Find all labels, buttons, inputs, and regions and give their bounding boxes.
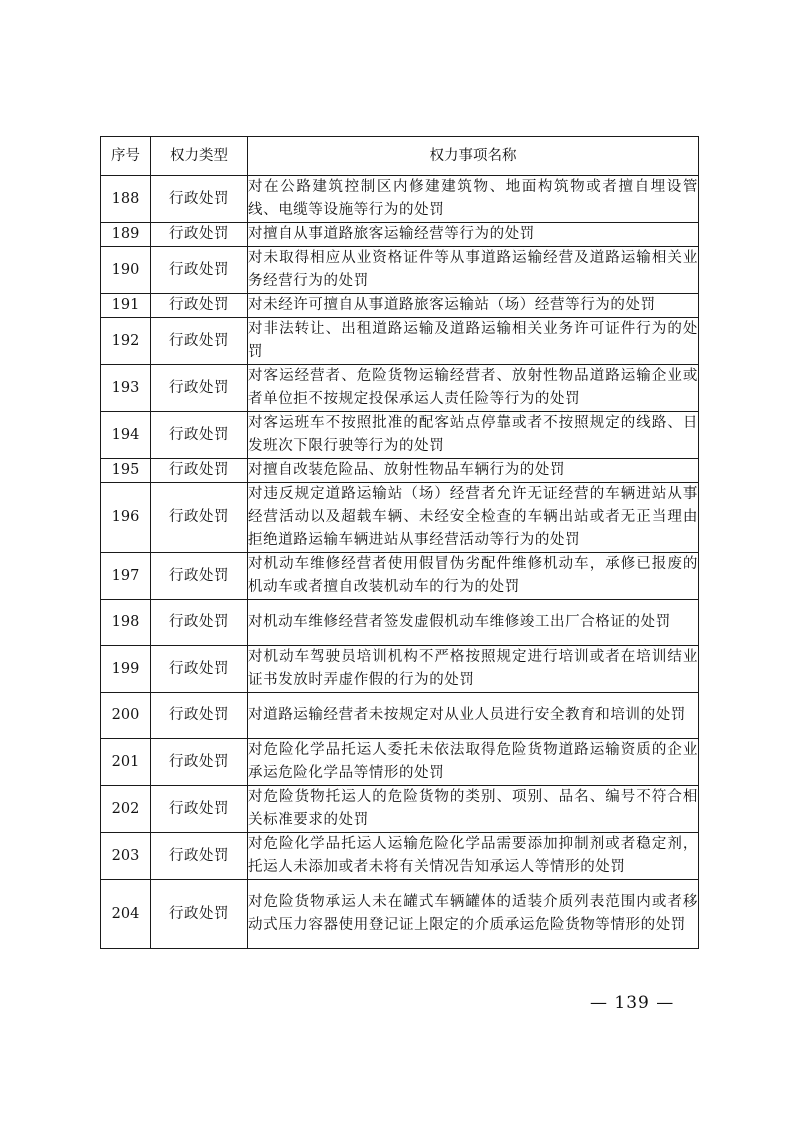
table-row <box>101 365 699 412</box>
row-serial-no: 201 <box>101 739 151 786</box>
table-row <box>101 176 699 223</box>
row-power-type: 行政处罚 <box>151 365 248 412</box>
row-serial-no: 191 <box>101 294 151 318</box>
row-power-type: 行政处罚 <box>151 786 248 833</box>
row-item-name: 对危险化学品托运人运输危险化学品需要添加抑制剂或者稳定剂，托运人未添加或者未将有关情况告知承运人等情形的处罚 <box>248 833 699 880</box>
row-serial-no: 193 <box>101 365 151 412</box>
row-power-type: 行政处罚 <box>151 739 248 786</box>
table-row <box>101 459 699 483</box>
page-number: — 139 — <box>590 993 675 1013</box>
row-serial-no: 199 <box>101 646 151 693</box>
row-item-name: 对擅自改装危险品、放射性物品车辆行为的处罚 <box>248 459 699 483</box>
row-serial-no: 194 <box>101 412 151 459</box>
row-power-type: 行政处罚 <box>151 294 248 318</box>
row-serial-no: 203 <box>101 833 151 880</box>
row-serial-no: 196 <box>101 483 151 553</box>
row-item-name: 对道路运输经营者未按规定对从业人员进行安全教育和培训的处罚 <box>248 693 699 739</box>
row-serial-no: 204 <box>101 880 151 949</box>
row-item-name: 对客运经营者、危险货物运输经营者、放射性物品道路运输企业或者单位拒不按规定投保承运人责任险等行为的处罚 <box>248 365 699 412</box>
row-power-type: 行政处罚 <box>151 459 248 483</box>
row-item-name: 对在公路建筑控制区内修建建筑物、地面构筑物或者擅自埋设管线、电缆等设施等行为的处罚 <box>248 176 699 223</box>
table-row <box>101 739 699 786</box>
row-power-type: 行政处罚 <box>151 412 248 459</box>
row-item-name: 对违反规定道路运输站（场）经营者允许无证经营的车辆进站从事经营活动以及超载车辆、未经安全检查的车辆出站或者无正当理由拒绝道路运输车辆进站从事经营活动等行为的处罚 <box>248 483 699 553</box>
row-power-type: 行政处罚 <box>151 553 248 600</box>
row-item-name: 对机动车驾驶员培训机构不严格按照规定进行培训或者在培训结业证书发放时弄虚作假的行为的处罚 <box>248 646 699 693</box>
row-item-name: 对擅自从事道路旅客运输经营等行为的处罚 <box>248 223 699 247</box>
row-item-name: 对机动车维修经营者使用假冒伪劣配件维修机动车，承修已报废的机动车或者擅自改装机动车的行为的处罚 <box>248 553 699 600</box>
row-power-type: 行政处罚 <box>151 600 248 646</box>
table-row <box>101 786 699 833</box>
table-row <box>101 294 699 318</box>
row-power-type: 行政处罚 <box>151 833 248 880</box>
table-row <box>101 223 699 247</box>
row-serial-no: 200 <box>101 693 151 739</box>
table-row <box>101 553 699 600</box>
table-row <box>101 247 699 294</box>
table-row <box>101 833 699 880</box>
header-item-name: 权力事项名称 <box>248 137 699 176</box>
table-row <box>101 600 699 646</box>
row-serial-no: 189 <box>101 223 151 247</box>
row-power-type: 行政处罚 <box>151 247 248 294</box>
row-power-type: 行政处罚 <box>151 176 248 223</box>
table-header-row <box>101 137 699 176</box>
row-power-type: 行政处罚 <box>151 646 248 693</box>
row-item-name: 对客运班车不按照批准的配客站点停靠或者不按照规定的线路、日发班次下限行驶等行为的处罚 <box>248 412 699 459</box>
power-items-table <box>100 136 699 949</box>
row-item-name: 对机动车维修经营者签发虚假机动车维修竣工出厂合格证的处罚 <box>248 600 699 646</box>
row-serial-no: 202 <box>101 786 151 833</box>
row-serial-no: 198 <box>101 600 151 646</box>
row-power-type: 行政处罚 <box>151 223 248 247</box>
header-power-type: 权力类型 <box>151 137 248 176</box>
row-serial-no: 192 <box>101 318 151 365</box>
row-item-name: 对危险货物托运人的危险货物的类别、项别、品名、编号不符合相关标准要求的处罚 <box>248 786 699 833</box>
row-power-type: 行政处罚 <box>151 318 248 365</box>
table-row <box>101 318 699 365</box>
row-item-name: 对危险货物承运人未在罐式车辆罐体的适装介质列表范围内或者移动式压力容器使用登记证上限定的介质承运危险货物等情形的处罚 <box>248 880 699 949</box>
row-serial-no: 197 <box>101 553 151 600</box>
row-item-name: 对未经许可擅自从事道路旅客运输站（场）经营等行为的处罚 <box>248 294 699 318</box>
header-serial-no: 序号 <box>101 137 151 176</box>
table-row <box>101 646 699 693</box>
table-row <box>101 483 699 553</box>
row-serial-no: 195 <box>101 459 151 483</box>
table-row <box>101 693 699 739</box>
row-power-type: 行政处罚 <box>151 880 248 949</box>
row-item-name: 对非法转让、出租道路运输及道路运输相关业务许可证件行为的处罚 <box>248 318 699 365</box>
table-row <box>101 880 699 949</box>
table-row <box>101 412 699 459</box>
row-power-type: 行政处罚 <box>151 693 248 739</box>
row-power-type: 行政处罚 <box>151 483 248 553</box>
row-serial-no: 188 <box>101 176 151 223</box>
row-item-name: 对危险化学品托运人委托未依法取得危险货物道路运输资质的企业承运危险化学品等情形的处罚 <box>248 739 699 786</box>
row-serial-no: 190 <box>101 247 151 294</box>
row-item-name: 对未取得相应从业资格证件等从事道路运输经营及道路运输相关业务经营行为的处罚 <box>248 247 699 294</box>
